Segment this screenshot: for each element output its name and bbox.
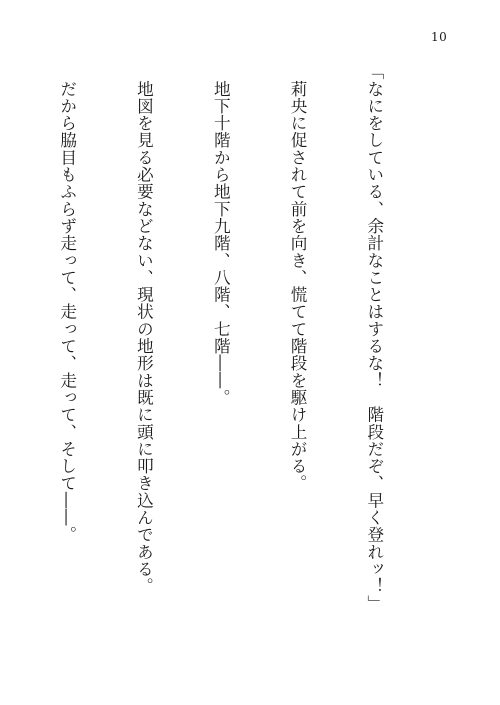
text-line: だから脇目もふらず走って、走って、走って、そして――。 — [57, 63, 77, 544]
text-line: 地下十階から地下九階、八階、七階――。 — [211, 63, 231, 406]
text-line: 「なにをしている、余計なことはするな！ 階段だぞ、早く登れッ！」 — [364, 63, 384, 612]
novel-text-body — [48, 63, 438, 693]
text-line: 莉央に促されて前を向き、慌てて階段を駆け上がる。 — [288, 63, 308, 492]
page-number: 10 — [431, 30, 448, 44]
text-line: 地図を見る必要などない、現状の地形は既に頭に叩き込んである。 — [134, 63, 154, 595]
